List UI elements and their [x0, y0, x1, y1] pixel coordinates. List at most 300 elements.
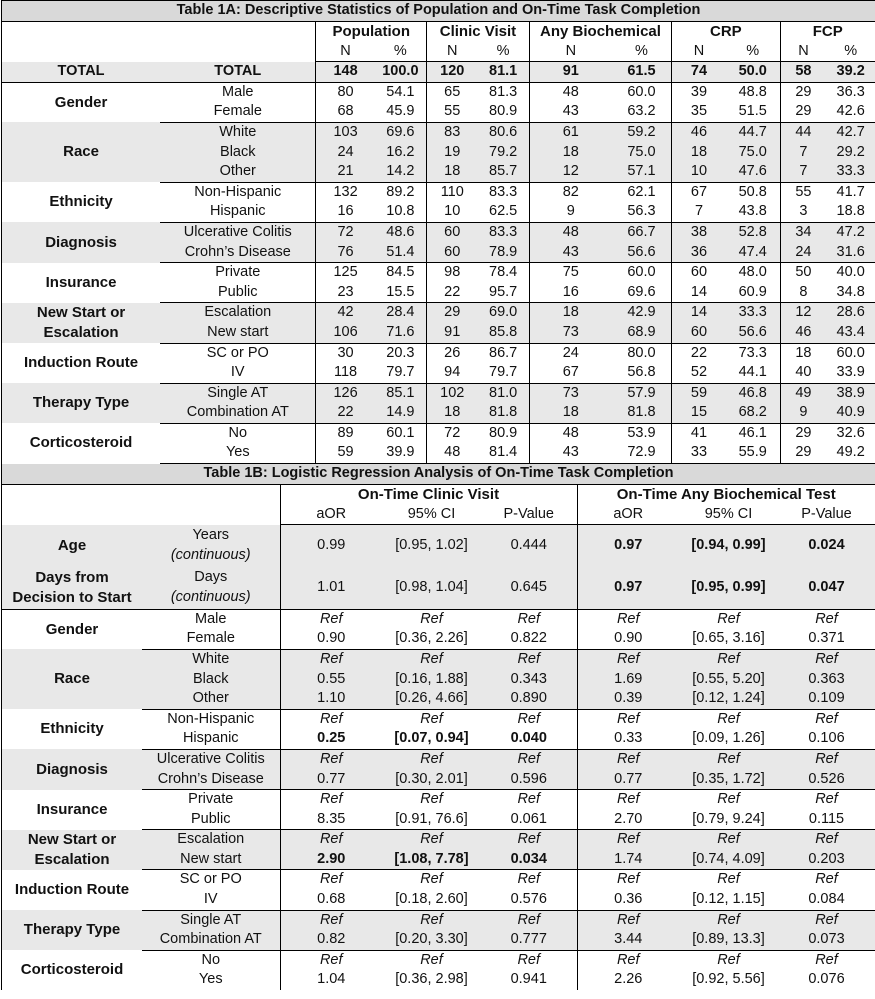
- table-1b: [2, 464, 875, 990]
- value-cell: 85.7: [477, 162, 529, 182]
- group-header: FCP: [780, 22, 875, 42]
- value-cell: 0.203: [778, 850, 875, 870]
- row-group-label: Therapy Type: [2, 910, 142, 950]
- value-cell: 110: [427, 182, 478, 202]
- value-cell: 59: [316, 443, 375, 463]
- value-cell: 91: [427, 323, 478, 343]
- ref-cell: Ref: [280, 609, 382, 629]
- value-cell: 80.6: [477, 122, 529, 142]
- value-cell: 0.890: [481, 689, 577, 709]
- total-row: [2, 62, 875, 83]
- value-cell: 68.9: [612, 323, 672, 343]
- table-row: [2, 790, 875, 810]
- value-cell: 0.82: [280, 930, 382, 950]
- ref-cell: Ref: [420, 951, 443, 968]
- row-label: Crohn’s Disease: [160, 243, 316, 263]
- ref-cell: Ref: [517, 951, 541, 968]
- value-cell: 0.343: [481, 670, 577, 690]
- value-cell: 1.74: [577, 850, 679, 870]
- value-cell: 2.26: [577, 970, 679, 990]
- value-cell: 35: [672, 102, 726, 122]
- row-label: White: [142, 649, 280, 669]
- row-label: Black: [160, 143, 316, 163]
- value-cell: 29: [780, 443, 826, 463]
- ref-cell: Ref: [280, 790, 382, 810]
- value-cell: 0.371: [778, 629, 875, 649]
- value-cell: 0.25: [280, 729, 382, 749]
- value-cell: 0.073: [778, 930, 875, 950]
- ref-cell: Ref: [517, 871, 541, 888]
- ref-cell: Ref: [815, 951, 838, 968]
- value-cell: 80: [316, 82, 375, 102]
- value-cell: [0.91, 76.6]: [382, 810, 481, 830]
- value-cell: 60.9: [726, 283, 780, 303]
- row-label: New start: [160, 323, 316, 343]
- value-cell: 95.7: [477, 283, 529, 303]
- value-cell: [0.30, 2.01]: [382, 770, 481, 790]
- group-header-row: [2, 22, 875, 42]
- row-label: Hispanic: [160, 202, 316, 222]
- value-cell: 79.7: [477, 363, 529, 383]
- row-label-line: Years: [192, 527, 230, 544]
- value-cell: 47.4: [726, 243, 780, 263]
- value-cell: 39.9: [375, 443, 427, 463]
- value-cell: 48.6: [375, 222, 427, 242]
- value-cell: 60: [672, 263, 726, 283]
- value-cell: 60.1: [386, 424, 415, 441]
- value-cell: 14: [672, 283, 726, 303]
- value-cell: 80.9: [489, 424, 518, 441]
- value-cell: 79.7: [375, 363, 427, 383]
- value-cell: 12: [529, 162, 611, 182]
- value-cell: 78.9: [477, 243, 529, 263]
- value-cell: 81.4: [477, 443, 529, 463]
- value-cell: 71.6: [375, 323, 427, 343]
- value-cell: 126: [316, 383, 375, 403]
- ref-cell: Ref: [280, 649, 382, 669]
- row-group-label-line: Days from: [35, 568, 109, 586]
- value-cell: [0.94, 0.99]: [679, 525, 778, 567]
- value-cell: 1.01: [280, 567, 382, 610]
- value-cell: 33.9: [826, 363, 875, 383]
- value-cell: 9: [529, 202, 611, 222]
- value-cell: 46.1: [738, 424, 767, 441]
- value-cell: 23: [316, 283, 375, 303]
- value-cell: 28.6: [826, 303, 875, 323]
- sub-header: N: [316, 42, 375, 62]
- value-cell: 8.35: [280, 810, 382, 830]
- value-cell: 83.3: [477, 222, 529, 242]
- value-cell: 18.8: [826, 202, 875, 222]
- value-cell: 21: [316, 162, 375, 182]
- ref-cell: Ref: [577, 709, 679, 729]
- value-cell: 19: [427, 143, 478, 163]
- value-cell: 32.6: [836, 424, 865, 441]
- value-cell: 89.2: [386, 183, 415, 200]
- row-label: Other: [142, 689, 280, 709]
- value-cell: [0.18, 2.60]: [382, 890, 481, 910]
- sub-header: %: [477, 42, 529, 62]
- value-cell: [0.16, 1.88]: [382, 670, 481, 690]
- ref-cell: Ref: [517, 710, 541, 727]
- value-cell: 72.9: [612, 443, 672, 463]
- value-cell: 78.4: [489, 264, 518, 281]
- value-cell: 24: [316, 143, 375, 163]
- value-cell: 75: [529, 263, 611, 283]
- row-label: SC or PO: [206, 344, 269, 361]
- row-group-label: Diagnosis: [2, 749, 142, 789]
- value-cell: 60: [427, 222, 478, 242]
- value-cell: 47.2: [826, 222, 875, 242]
- value-cell: 48: [529, 423, 611, 443]
- row-label: Crohn’s Disease: [142, 770, 280, 790]
- row-label: Hispanic: [142, 729, 280, 749]
- value-cell: 42.7: [826, 122, 875, 142]
- value-cell: 38.9: [826, 383, 875, 403]
- value-cell: 20.3: [386, 344, 415, 361]
- ref-cell: Ref: [382, 910, 481, 930]
- row-group-label: Insurance: [36, 800, 108, 818]
- value-cell: 55: [780, 182, 826, 202]
- ref-cell: Ref: [815, 791, 838, 808]
- ref-cell: Ref: [717, 610, 740, 627]
- value-cell: 42.6: [826, 102, 875, 122]
- value-cell: 62.1: [627, 183, 656, 200]
- row-label: Single AT: [160, 383, 316, 403]
- value-cell: 2.70: [577, 810, 679, 830]
- row-group-label: TOTAL: [2, 62, 160, 83]
- value-cell: 41.7: [836, 183, 865, 200]
- table-row: [2, 709, 875, 729]
- value-cell: 31.6: [826, 243, 875, 263]
- value-cell: 43: [529, 243, 611, 263]
- value-cell: 82: [529, 182, 611, 202]
- row-group-label: Ethnicity: [49, 193, 113, 211]
- row-label: Ulcerative Colitis: [142, 749, 280, 769]
- row-group-label: Gender: [54, 93, 108, 111]
- table-row: [2, 950, 875, 970]
- value-cell: 89: [316, 423, 375, 443]
- ref-cell: Ref: [815, 710, 838, 727]
- row-group-label: Corticosteroid: [29, 434, 133, 452]
- row-label: Combination AT: [160, 403, 316, 423]
- row-label: Private: [188, 791, 234, 808]
- value-cell: 50.0: [726, 62, 780, 83]
- ref-cell: Ref: [679, 910, 778, 930]
- value-cell: 57.1: [612, 162, 672, 182]
- table-title-row: [2, 1, 875, 22]
- table-row: [2, 122, 875, 142]
- value-cell: 43.8: [726, 202, 780, 222]
- value-cell: 46.8: [726, 383, 780, 403]
- value-cell: 118: [316, 363, 375, 383]
- value-cell: 120: [427, 62, 478, 83]
- value-cell: 30: [316, 343, 375, 363]
- value-cell: 47.6: [726, 162, 780, 182]
- row-label: Combination AT: [142, 930, 280, 950]
- sub-header: %: [612, 42, 672, 62]
- value-cell: 0.97: [577, 567, 679, 610]
- value-cell: 18: [529, 303, 611, 323]
- table-row: [2, 910, 875, 930]
- value-cell: 59: [672, 383, 726, 403]
- ref-cell: Ref: [382, 830, 481, 850]
- value-cell: 85.1: [375, 383, 427, 403]
- value-cell: 46: [780, 323, 826, 343]
- ref-cell: Ref: [577, 609, 679, 629]
- value-cell: 33.3: [826, 162, 875, 182]
- value-cell: [0.65, 3.16]: [679, 629, 778, 649]
- ref-cell: Ref: [481, 830, 577, 850]
- ref-cell: Ref: [280, 749, 382, 769]
- value-cell: 56.8: [612, 363, 672, 383]
- ref-cell: Ref: [778, 830, 875, 850]
- row-group-label: Induction Route: [14, 881, 130, 899]
- value-cell: 0.90: [280, 629, 382, 649]
- sub-header: %: [375, 42, 427, 62]
- value-cell: 67: [672, 182, 726, 202]
- value-cell: 102: [427, 383, 478, 403]
- value-cell: 0.061: [481, 810, 577, 830]
- row-label: New start: [142, 850, 280, 870]
- value-cell: 40.0: [836, 264, 865, 281]
- value-cell: 62.5: [477, 202, 529, 222]
- value-cell: 81.8: [612, 403, 672, 423]
- value-cell: 56.6: [726, 323, 780, 343]
- value-cell: 84.5: [386, 264, 415, 281]
- value-cell: 106: [316, 323, 375, 343]
- value-cell: 7: [672, 202, 726, 222]
- row-label: White: [160, 122, 316, 142]
- row-group-label: New Start or Escalation: [2, 830, 142, 870]
- value-cell: [0.92, 5.56]: [692, 971, 765, 988]
- table-row: [2, 263, 875, 283]
- value-cell: 43: [529, 443, 611, 463]
- row-group-label: Insurance: [45, 273, 117, 291]
- value-cell: 10: [672, 162, 726, 182]
- sub-header: N: [529, 42, 611, 62]
- sub-header: N: [427, 42, 478, 62]
- value-cell: 57.9: [612, 383, 672, 403]
- value-cell: 67: [529, 363, 611, 383]
- value-cell: 91: [529, 62, 611, 83]
- value-cell: 49.2: [826, 443, 875, 463]
- table-row: [2, 222, 875, 242]
- value-cell: 51.5: [726, 102, 780, 122]
- value-cell: 60.0: [627, 83, 656, 100]
- ref-cell: Ref: [577, 649, 679, 669]
- value-cell: 38: [672, 222, 726, 242]
- row-label: Public: [142, 810, 280, 830]
- table-1b-title: Table 1B: Logistic Regression Analysis of On-Time Task Completion: [2, 464, 875, 485]
- value-cell: 39: [672, 82, 726, 102]
- value-cell: 44.7: [726, 122, 780, 142]
- row-label: Yes: [198, 971, 223, 988]
- row-label: Non-Hispanic: [167, 710, 255, 727]
- value-cell: 33: [672, 443, 726, 463]
- ref-cell: Ref: [577, 910, 679, 930]
- value-cell: 15: [672, 403, 726, 423]
- value-cell: 1.04: [280, 970, 382, 990]
- ref-cell: Ref: [280, 870, 382, 890]
- value-cell: 18: [529, 403, 611, 423]
- value-cell: 18: [780, 343, 826, 363]
- continuous-row: [2, 525, 875, 567]
- row-label: Yes: [160, 443, 316, 463]
- ref-cell: Ref: [280, 910, 382, 930]
- value-cell: 61.5: [612, 62, 672, 83]
- ref-cell: Ref: [679, 830, 778, 850]
- value-cell: 0.97: [577, 525, 679, 567]
- value-cell: 125: [316, 263, 375, 283]
- value-cell: 59.2: [612, 122, 672, 142]
- value-cell: 0.076: [808, 971, 845, 988]
- row-group-label: Corticosteroid: [20, 961, 124, 979]
- value-cell: [0.89, 13.3]: [679, 930, 778, 950]
- value-cell: 103: [316, 122, 375, 142]
- value-cell: 52: [672, 363, 726, 383]
- value-cell: 50: [780, 263, 826, 283]
- value-cell: 0.645: [481, 567, 577, 610]
- table-title-row: [2, 464, 875, 485]
- table-row: [2, 182, 875, 202]
- value-cell: 0.024: [778, 525, 875, 567]
- value-cell: 148: [316, 62, 375, 83]
- value-cell: 24: [529, 343, 611, 363]
- value-cell: [0.12, 1.15]: [679, 890, 778, 910]
- value-cell: 42: [316, 303, 375, 323]
- row-label: Female: [142, 629, 280, 649]
- value-cell: 51.4: [375, 243, 427, 263]
- value-cell: 22: [427, 283, 478, 303]
- value-cell: 132: [316, 182, 375, 202]
- value-cell: 28.4: [375, 303, 427, 323]
- group-header-row: [2, 485, 875, 505]
- value-cell: 9: [780, 403, 826, 423]
- sub-header: P-Value: [481, 505, 577, 525]
- value-cell: 14.9: [375, 403, 427, 423]
- ref-cell: Ref: [481, 649, 577, 669]
- value-cell: 0.68: [280, 890, 382, 910]
- value-cell: 79.2: [477, 143, 529, 163]
- value-cell: 100.0: [375, 62, 427, 83]
- value-cell: [1.08, 7.78]: [382, 850, 481, 870]
- value-cell: 81.0: [477, 383, 529, 403]
- value-cell: 40: [780, 363, 826, 383]
- value-cell: 0.106: [778, 729, 875, 749]
- sub-header: 95% CI: [679, 505, 778, 525]
- value-cell: 16.2: [375, 143, 427, 163]
- row-label: Non-Hispanic: [194, 183, 282, 200]
- row-group-label: Age: [2, 525, 142, 567]
- value-cell: 0.576: [481, 890, 577, 910]
- value-cell: 0.109: [778, 689, 875, 709]
- value-cell: 40.9: [826, 403, 875, 423]
- value-cell: [0.55, 5.20]: [679, 670, 778, 690]
- row-label: Female: [160, 102, 316, 122]
- value-cell: 10.8: [375, 202, 427, 222]
- row-label: No: [201, 951, 221, 968]
- value-cell: 48: [529, 222, 611, 242]
- group-header: On-Time Any Biochemical Test: [577, 485, 875, 505]
- value-cell: 34: [780, 222, 826, 242]
- value-cell: 18: [427, 162, 478, 182]
- value-cell: 0.39: [577, 689, 679, 709]
- ref-cell: Ref: [481, 749, 577, 769]
- row-label: Escalation: [160, 303, 316, 323]
- value-cell: 0.777: [481, 930, 577, 950]
- value-cell: 43: [529, 102, 611, 122]
- ref-cell: Ref: [778, 649, 875, 669]
- row-label: Public: [160, 283, 316, 303]
- ref-cell: Ref: [280, 950, 382, 970]
- sub-header: N: [672, 42, 726, 62]
- value-cell: 14.2: [375, 162, 427, 182]
- sub-header: N: [780, 42, 826, 62]
- value-cell: 1.10: [280, 689, 382, 709]
- value-cell: 74: [672, 62, 726, 83]
- value-cell: 0.822: [481, 629, 577, 649]
- value-cell: 48: [427, 443, 478, 463]
- value-cell: 48.0: [738, 264, 767, 281]
- value-cell: 15.5: [375, 283, 427, 303]
- ref-cell: Ref: [778, 749, 875, 769]
- ref-cell: Ref: [577, 790, 679, 810]
- value-cell: 81.8: [477, 403, 529, 423]
- value-cell: 18: [529, 143, 611, 163]
- corner-cell: [2, 22, 316, 62]
- value-cell: 0.444: [481, 525, 577, 567]
- value-cell: 26: [427, 343, 478, 363]
- ref-cell: Ref: [577, 749, 679, 769]
- value-cell: 73: [529, 323, 611, 343]
- ref-cell: Ref: [481, 910, 577, 930]
- value-cell: 41: [672, 423, 726, 443]
- table-1a: [2, 1, 875, 464]
- value-cell: 68.2: [726, 403, 780, 423]
- row-label: No: [228, 424, 248, 441]
- sub-header: aOR: [280, 505, 382, 525]
- value-cell: 45.9: [375, 102, 427, 122]
- value-cell: 33.3: [726, 303, 780, 323]
- table-row: [2, 649, 875, 669]
- table-row: [2, 870, 875, 890]
- value-cell: 98: [427, 263, 478, 283]
- value-cell: 66.7: [612, 222, 672, 242]
- value-cell: 48: [529, 82, 611, 102]
- group-header: CRP: [672, 22, 780, 42]
- value-cell: [0.07, 0.94]: [382, 729, 481, 749]
- row-group-label-line: Decision to Start: [12, 588, 132, 606]
- value-cell: 1.69: [577, 670, 679, 690]
- group-header: On-Time Clinic Visit: [280, 485, 577, 505]
- ref-cell: Ref: [778, 910, 875, 930]
- ref-cell: Ref: [577, 830, 679, 850]
- ref-cell: Ref: [420, 871, 443, 888]
- value-cell: 0.77: [280, 770, 382, 790]
- value-cell: [0.95, 1.02]: [382, 525, 481, 567]
- row-label: Escalation: [142, 830, 280, 850]
- value-cell: 16: [529, 283, 611, 303]
- value-cell: 86.7: [489, 344, 518, 361]
- value-cell: 60: [672, 323, 726, 343]
- table-row: [2, 82, 875, 102]
- row-group-label: Induction Route: [23, 354, 139, 372]
- value-cell: 53.9: [627, 424, 656, 441]
- value-cell: 18: [427, 403, 478, 423]
- value-cell: 65: [427, 82, 478, 102]
- value-cell: 10: [427, 202, 478, 222]
